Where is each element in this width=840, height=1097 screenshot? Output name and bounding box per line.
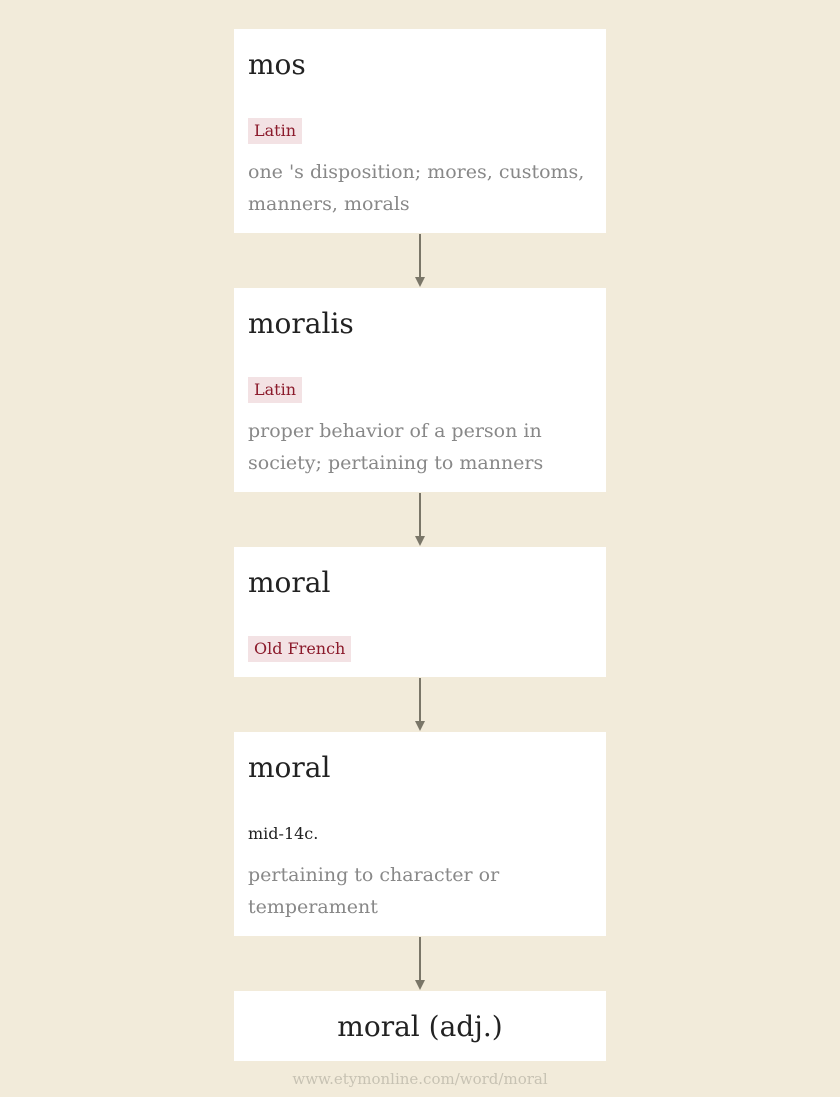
arrow-connector bbox=[419, 937, 421, 980]
etymology-node-moral-old-french bbox=[234, 547, 606, 677]
etymology-node-moral-mid-14c bbox=[234, 732, 606, 936]
language-tag: Latin bbox=[248, 377, 302, 403]
arrow-connector bbox=[419, 493, 421, 536]
language-tag: Old French bbox=[248, 636, 351, 662]
node-word: moral bbox=[248, 566, 331, 599]
language-tag: Latin bbox=[248, 118, 302, 144]
node-word: mos bbox=[248, 48, 306, 81]
etymology-final-node bbox=[234, 991, 606, 1061]
arrow-head-icon bbox=[415, 980, 425, 990]
arrow-head-icon bbox=[415, 277, 425, 287]
node-word: moral bbox=[248, 751, 331, 784]
node-word: moralis bbox=[248, 307, 354, 340]
source-url: www.etymonline.com/word/moral bbox=[292, 1070, 548, 1088]
arrow-head-icon bbox=[415, 536, 425, 546]
arrow-head-icon bbox=[415, 721, 425, 731]
etymology-node-moralis bbox=[234, 288, 606, 492]
node-gloss: proper behavior of a person in society; pertaining to manners bbox=[248, 420, 544, 474]
etymology-node-mos bbox=[234, 29, 606, 233]
node-date: mid-14c. bbox=[248, 824, 319, 843]
node-gloss: one 's disposition; mores, customs, manners, morals bbox=[248, 161, 585, 215]
arrow-connector bbox=[419, 678, 421, 721]
node-gloss: pertaining to character or temperament bbox=[248, 864, 500, 918]
final-word: moral (adj.) bbox=[337, 1009, 503, 1043]
arrow-connector bbox=[419, 234, 421, 277]
